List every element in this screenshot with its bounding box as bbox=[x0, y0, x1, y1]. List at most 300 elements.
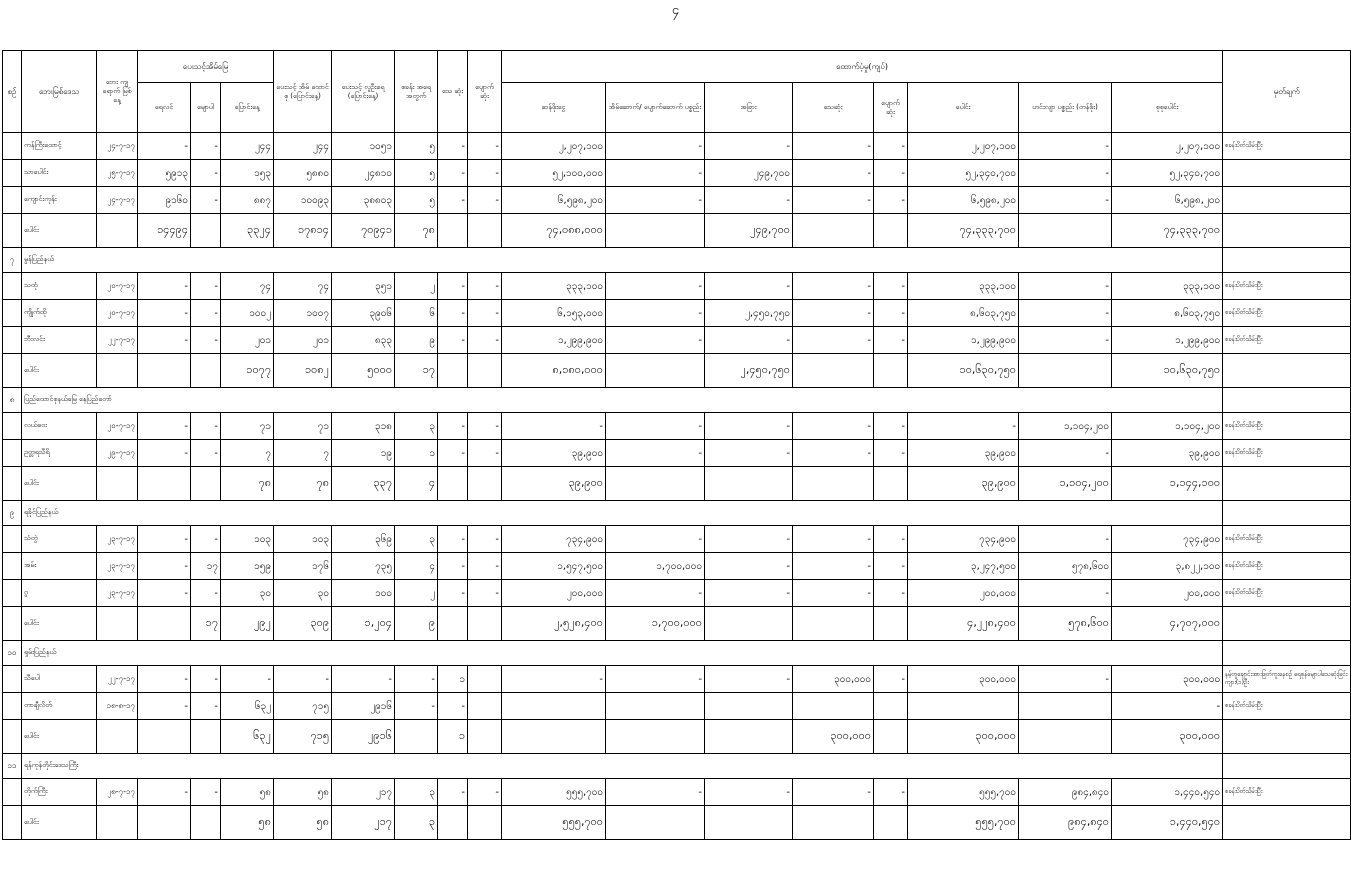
cell-camps: ၉ bbox=[395, 607, 438, 641]
cell-missing: - bbox=[468, 580, 502, 607]
cell-other: - bbox=[705, 440, 793, 467]
cell-households: ၁၀၈၂ bbox=[274, 354, 332, 388]
cell-households: ၁၀၀၉၃ bbox=[274, 187, 332, 214]
table-row bbox=[3, 160, 1351, 187]
cell-sum: ၂၀၀,၀၀၀ bbox=[908, 580, 1019, 607]
section-remark-cell bbox=[1223, 388, 1351, 413]
cell-food: - bbox=[1019, 300, 1112, 327]
header-flood-date: ဘေး ကျ ရောက် မြစ်နေ့ bbox=[97, 51, 138, 133]
header-assist-dead: သေဆုံး bbox=[793, 83, 874, 133]
cell-households: ၃၀၉ bbox=[274, 607, 332, 641]
cell-people: ၃၁၈ bbox=[332, 413, 395, 440]
cell-food bbox=[1019, 214, 1112, 248]
cell-food: - bbox=[1019, 133, 1112, 160]
cell-camps: ၅ bbox=[395, 160, 438, 187]
cell-people: ၃၉၀၆ bbox=[332, 300, 395, 327]
cell-relocated: ၇၈ bbox=[221, 467, 274, 501]
cell-sum: ၁၀,၆၃၀,၇၅၀ bbox=[908, 354, 1019, 388]
header-assist-other: အခြား bbox=[705, 83, 793, 133]
cell-sum: ၅၅၅,၇၀၀ bbox=[908, 806, 1019, 840]
row-index-cell bbox=[3, 607, 22, 641]
flood-date bbox=[97, 720, 138, 754]
cell-food: - bbox=[1019, 327, 1112, 354]
cell-other: - bbox=[705, 273, 793, 300]
cell-relocated: ၅၈ bbox=[221, 779, 274, 806]
cell-dead bbox=[438, 467, 468, 501]
cell-housing: - bbox=[606, 327, 705, 354]
section-title: ရခိုင်ပြည်နယ် bbox=[22, 501, 1223, 526]
cell-flooded: ၁၄၄၉၄ bbox=[138, 214, 191, 248]
cell-households: ၂၄၄ bbox=[274, 133, 332, 160]
header-assist-sum: ပေါင်း bbox=[908, 83, 1019, 133]
cell-food: - bbox=[1019, 526, 1112, 553]
cell-people: ၂၉၁၆ bbox=[332, 693, 395, 720]
cell-rice: ၆,၅၉၈,၂၀၀ bbox=[502, 187, 606, 214]
cell-dead: - bbox=[438, 440, 468, 467]
cell-sum: ၃၃၃,၁၀၀ bbox=[908, 273, 1019, 300]
flood-date: ၂၄-၇-၁၇ bbox=[97, 133, 138, 160]
cell-other: - bbox=[705, 553, 793, 580]
remark: စခန်းပိတ်သိမ်းပြီး bbox=[1223, 273, 1351, 300]
table-row bbox=[3, 300, 1351, 327]
header-assist-rice: ဆန်ဖိုးငွေ bbox=[502, 83, 606, 133]
cell-missing-aid bbox=[874, 467, 908, 501]
cell-rice: ၈,၁၈၀,၀၀၀ bbox=[502, 354, 606, 388]
cell-missing bbox=[468, 806, 502, 840]
cell-missing-aid: - bbox=[874, 580, 908, 607]
table-row bbox=[3, 133, 1351, 160]
cell-flooded: - bbox=[138, 580, 191, 607]
cell-housing: - bbox=[606, 440, 705, 467]
cell-people: - bbox=[332, 666, 395, 693]
cell-relocated: ၇၄ bbox=[221, 273, 274, 300]
cell-people: ၂၄၈၁၀ bbox=[332, 160, 395, 187]
cell-dead: ၁ bbox=[438, 666, 468, 693]
cell-grand-total: ၇၃၄,၉၀၀ bbox=[1112, 526, 1223, 553]
cell-missing: - bbox=[468, 327, 502, 354]
section-index: ၉ bbox=[3, 501, 22, 526]
cell-sum: ၄,၂၂၈,၄၀၀ bbox=[908, 607, 1019, 641]
cell-dead bbox=[438, 214, 468, 248]
cell-people: ၇၀၉၄၁ bbox=[332, 214, 395, 248]
cell-missing: - bbox=[468, 413, 502, 440]
township-name: လယ်ဝေး bbox=[22, 413, 97, 440]
cell-people: ၂၁၇ bbox=[332, 779, 395, 806]
total-label: ပေါင်း bbox=[22, 354, 97, 388]
remark: စခန်းပိတ်သိမ်းပြီး bbox=[1223, 779, 1351, 806]
cell-housing bbox=[606, 720, 705, 754]
cell-rice bbox=[502, 720, 606, 754]
cell-rice: ၂,၂၀၇,၁၀၀ bbox=[502, 133, 606, 160]
cell-flooded bbox=[138, 467, 191, 501]
cell-relocated: ၂၀၁ bbox=[221, 327, 274, 354]
section-row bbox=[3, 388, 1351, 413]
cell-sum: ၅၂,၃၄၀,၇၀၀ bbox=[908, 160, 1019, 187]
section-row bbox=[3, 754, 1351, 779]
cell-people: ၈၃၃ bbox=[332, 327, 395, 354]
cell-rice: ၁,၂၉၉,၉၀၀ bbox=[502, 327, 606, 354]
flood-date: ၂၄-၇-၁၇ bbox=[97, 187, 138, 214]
cell-dead bbox=[438, 354, 468, 388]
cell-other: - bbox=[705, 580, 793, 607]
cell-washed: - bbox=[191, 413, 221, 440]
cell-dead-aid: - bbox=[793, 187, 874, 214]
cell-camps bbox=[395, 720, 438, 754]
header-township: ဘေးမြစ်ဒေသ bbox=[22, 51, 97, 133]
cell-camps: - bbox=[395, 693, 438, 720]
cell-dead: - bbox=[438, 526, 468, 553]
cell-flooded bbox=[138, 806, 191, 840]
cell-other: - bbox=[705, 133, 793, 160]
cell-dead-aid bbox=[793, 806, 874, 840]
total-row bbox=[3, 720, 1351, 754]
remark: စခန်းပိတ်သိမ်းပြီး bbox=[1223, 300, 1351, 327]
township-name: ကျိုက်ထို bbox=[22, 300, 97, 327]
remark bbox=[1223, 806, 1351, 840]
cell-food: ၅၇၈,၆၀၀ bbox=[1019, 553, 1112, 580]
cell-missing bbox=[468, 666, 502, 693]
flood-date: ၁၈-၈-၁၇ bbox=[97, 693, 138, 720]
cell-households: ၇၈ bbox=[274, 467, 332, 501]
cell-relocated: ၂၉၂ bbox=[221, 607, 274, 641]
cell-missing-aid: - bbox=[874, 187, 908, 214]
cell-grand-total: - bbox=[1112, 693, 1223, 720]
remark bbox=[1223, 607, 1351, 641]
cell-flooded: - bbox=[138, 553, 191, 580]
cell-flooded: - bbox=[138, 327, 191, 354]
cell-households: ၂၀၁ bbox=[274, 327, 332, 354]
cell-housing: - bbox=[606, 666, 705, 693]
flood-date bbox=[97, 467, 138, 501]
cell-flooded: - bbox=[138, 693, 191, 720]
cell-housing: - bbox=[606, 187, 705, 214]
cell-other: - bbox=[705, 666, 793, 693]
cell-washed: - bbox=[191, 160, 221, 187]
cell-relocated: ၁၅၉ bbox=[221, 553, 274, 580]
cell-camps: ၃ bbox=[395, 413, 438, 440]
cell-relocated: ၅၈ bbox=[221, 806, 274, 840]
cell-people: ၂၉၁၆ bbox=[332, 720, 395, 754]
cell-food bbox=[1019, 354, 1112, 388]
row-index-cell bbox=[3, 354, 22, 388]
cell-people: ၁,၂၀၄ bbox=[332, 607, 395, 641]
table-row bbox=[3, 666, 1351, 693]
cell-sum: ၃,၂၄၇,၅၀၀ bbox=[908, 553, 1019, 580]
row-index-cell bbox=[3, 779, 22, 806]
cell-grand-total: ၃၃၃,၁၀၀ bbox=[1112, 273, 1223, 300]
section-index: ၇ bbox=[3, 248, 22, 273]
cell-flooded: - bbox=[138, 273, 191, 300]
remark: စခန်းပိတ်သိမ်းပြီး bbox=[1223, 553, 1351, 580]
township-name: ဥတ္တရသီရိ bbox=[22, 440, 97, 467]
header-affected-people: ပေးသင့် လူဦးရေ (ပြောင်းနေ့) bbox=[332, 51, 395, 133]
cell-households: ၇၁ bbox=[274, 413, 332, 440]
cell-washed bbox=[191, 354, 221, 388]
header-damaged-washed: မျောပါ bbox=[191, 83, 221, 133]
cell-food: ၁,၁၀၄,၂၀၀ bbox=[1019, 413, 1112, 440]
cell-dead-aid: ၃၀၀,၀၀၀ bbox=[793, 666, 874, 693]
section-title: ရှမ်းပြည်နယ် bbox=[22, 641, 1223, 666]
cell-housing: - bbox=[606, 779, 705, 806]
cell-camps: - bbox=[395, 666, 438, 693]
remark bbox=[1223, 354, 1351, 388]
cell-dead: - bbox=[438, 580, 468, 607]
cell-dead-aid: ၃၀၀,၀၀၀ bbox=[793, 720, 874, 754]
township-name: သာပေါင်း bbox=[22, 160, 97, 187]
cell-relocated: ၂၄၄ bbox=[221, 133, 274, 160]
cell-other bbox=[705, 720, 793, 754]
total-label: ပေါင်း bbox=[22, 806, 97, 840]
flood-relief-table bbox=[2, 50, 1351, 840]
cell-washed: - bbox=[191, 187, 221, 214]
cell-other: - bbox=[705, 327, 793, 354]
township-name: တိုက်ကြီး bbox=[22, 779, 97, 806]
flood-date bbox=[97, 214, 138, 248]
table-body bbox=[3, 133, 1351, 840]
cell-dead-aid bbox=[793, 607, 874, 641]
cell-sum: ၇၃၄,၉၀၀ bbox=[908, 526, 1019, 553]
cell-washed: - bbox=[191, 666, 221, 693]
cell-relocated: ၆၃၂ bbox=[221, 693, 274, 720]
cell-households: ၁၇၆ bbox=[274, 553, 332, 580]
row-index-cell bbox=[3, 300, 22, 327]
cell-grand-total: ၃,၈၂၂,၁၀၀ bbox=[1112, 553, 1223, 580]
township-name: တာချီလိတ် bbox=[22, 693, 97, 720]
cell-washed: - bbox=[191, 327, 221, 354]
header-camps: စခန်း အရေ အတွက် bbox=[395, 51, 438, 133]
cell-households: ၅၈ bbox=[274, 806, 332, 840]
cell-camps: ၁၇ bbox=[395, 354, 438, 388]
cell-food: - bbox=[1019, 440, 1112, 467]
remark bbox=[1223, 720, 1351, 754]
total-row bbox=[3, 354, 1351, 388]
cell-grand-total: ၈,၆၀၃,၇၅၀ bbox=[1112, 300, 1223, 327]
cell-relocated: ၃၀ bbox=[221, 580, 274, 607]
cell-washed: - bbox=[191, 526, 221, 553]
section-row bbox=[3, 248, 1351, 273]
remark bbox=[1223, 160, 1351, 187]
cell-sum: - bbox=[908, 413, 1019, 440]
cell-missing-aid: - bbox=[874, 666, 908, 693]
cell-dead-aid bbox=[793, 467, 874, 501]
cell-dead-aid: - bbox=[793, 413, 874, 440]
cell-rice: ၇၃၄,၉၀၀ bbox=[502, 526, 606, 553]
cell-people: ၃၅၁ bbox=[332, 273, 395, 300]
cell-camps: ၃ bbox=[395, 806, 438, 840]
remark: စခန်းပိတ်သိမ်းပြီး bbox=[1223, 580, 1351, 607]
cell-households: ၁၀၀၇ bbox=[274, 300, 332, 327]
cell-washed: ၁၇ bbox=[191, 553, 221, 580]
cell-missing: - bbox=[468, 553, 502, 580]
cell-missing-aid bbox=[874, 693, 908, 720]
table-row bbox=[3, 779, 1351, 806]
cell-dead-aid: - bbox=[793, 300, 874, 327]
header-assist-food: ဟင်းလျာ ပစ္စည်း (တန်ဖိုး) bbox=[1019, 83, 1112, 133]
row-index-cell bbox=[3, 806, 22, 840]
cell-housing: ၁,၇၀၀,၀၀၀ bbox=[606, 553, 705, 580]
header-assist-missing: ပျောက် ဆုံး bbox=[874, 83, 908, 133]
cell-relocated: - bbox=[221, 666, 274, 693]
row-index-cell bbox=[3, 327, 22, 354]
cell-missing-aid: - bbox=[874, 413, 908, 440]
section-index: ၁၁ bbox=[3, 754, 22, 779]
cell-missing-aid: - bbox=[874, 440, 908, 467]
table-row bbox=[3, 273, 1351, 300]
cell-people: ၁၉ bbox=[332, 440, 395, 467]
cell-other: - bbox=[705, 413, 793, 440]
cell-housing: ၁,၇၀၀,၀၀၀ bbox=[606, 607, 705, 641]
remark: စခန်းပိတ်သိမ်းပြီး bbox=[1223, 133, 1351, 160]
flood-date: ၂၂-၇-၁၇ bbox=[97, 666, 138, 693]
cell-camps: ၆ bbox=[395, 300, 438, 327]
township-name: ကျောင်းကုန်း bbox=[22, 187, 97, 214]
row-index-cell bbox=[3, 187, 22, 214]
cell-flooded bbox=[138, 354, 191, 388]
remark: စခန်းပိတ်သိမ်းပြီး bbox=[1223, 413, 1351, 440]
section-remark-cell bbox=[1223, 754, 1351, 779]
cell-food: - bbox=[1019, 666, 1112, 693]
cell-other bbox=[705, 467, 793, 501]
cell-other: ၂,၄၅၀,၇၅၀ bbox=[705, 300, 793, 327]
cell-rice: ၁,၅၄၇,၅၀၀ bbox=[502, 553, 606, 580]
total-row bbox=[3, 467, 1351, 501]
remark bbox=[1223, 187, 1351, 214]
cell-relocated: ၈၈၇ bbox=[221, 187, 274, 214]
flood-date: ၂၃-၇-၁၇ bbox=[97, 553, 138, 580]
cell-missing bbox=[468, 467, 502, 501]
cell-people: ၃၈၈၀၃ bbox=[332, 187, 395, 214]
header-missing: ပျောက် ဆုံး bbox=[468, 51, 502, 133]
row-index-cell bbox=[3, 440, 22, 467]
row-index-cell bbox=[3, 214, 22, 248]
cell-housing bbox=[606, 693, 705, 720]
cell-dead bbox=[438, 607, 468, 641]
cell-other bbox=[705, 693, 793, 720]
flood-date bbox=[97, 354, 138, 388]
cell-sum bbox=[908, 693, 1019, 720]
cell-washed: ၁၇ bbox=[191, 607, 221, 641]
remark: စခန်းပိတ်သိမ်းပြီး bbox=[1223, 327, 1351, 354]
cell-sum: ၂,၂၀၇,၁၀၀ bbox=[908, 133, 1019, 160]
flood-date bbox=[97, 607, 138, 641]
table-row bbox=[3, 526, 1351, 553]
cell-people: ၂၁၇ bbox=[332, 806, 395, 840]
cell-camps: ၄ bbox=[395, 467, 438, 501]
township-name: သထုံ bbox=[22, 273, 97, 300]
cell-housing: - bbox=[606, 273, 705, 300]
remark: စခန်းပိတ်သိမ်းပြီး bbox=[1223, 526, 1351, 553]
cell-flooded bbox=[138, 607, 191, 641]
cell-dead: - bbox=[438, 693, 468, 720]
cell-rice: ၅၂,၁၀၀,၀၀၀ bbox=[502, 160, 606, 187]
remark: စခန်းပိတ်သိမ်းပြီး bbox=[1223, 440, 1351, 467]
section-index: ၁၀ bbox=[3, 641, 22, 666]
cell-flooded: - bbox=[138, 133, 191, 160]
cell-camps: ၃ bbox=[395, 779, 438, 806]
cell-sum: ၆,၅၉၈,၂၀၀ bbox=[908, 187, 1019, 214]
section-title: ပြည်ထောင်စုနယ်မြေ နေပြည်တော် bbox=[22, 388, 1223, 413]
cell-grand-total: ၆,၅၉၈,၂၀၀ bbox=[1112, 187, 1223, 214]
row-index-cell bbox=[3, 413, 22, 440]
cell-other: ၂၄၉,၇၀၀ bbox=[705, 160, 793, 187]
header-dead: သေ ဆုံး bbox=[438, 51, 468, 133]
cell-people: ၇၃၅ bbox=[332, 553, 395, 580]
row-index-cell bbox=[3, 553, 22, 580]
cell-missing: - bbox=[468, 160, 502, 187]
cell-missing-aid: - bbox=[874, 133, 908, 160]
cell-rice bbox=[502, 693, 606, 720]
cell-housing: - bbox=[606, 526, 705, 553]
cell-flooded: - bbox=[138, 666, 191, 693]
cell-other bbox=[705, 607, 793, 641]
cell-washed bbox=[191, 214, 221, 248]
row-index-cell bbox=[3, 720, 22, 754]
header-assist-group: ထောက်ပံ့မှု(ကျပ်) bbox=[502, 51, 1223, 83]
cell-sum: ၅၅၅,၇၀၀ bbox=[908, 779, 1019, 806]
cell-dead-aid: - bbox=[793, 327, 874, 354]
cell-people: ၃၆၉ bbox=[332, 526, 395, 553]
cell-missing-aid: - bbox=[874, 553, 908, 580]
flood-date: ၂၀-၇-၁၇ bbox=[97, 413, 138, 440]
cell-grand-total: ၁,၄၄၀,၅၄၀ bbox=[1112, 779, 1223, 806]
row-index-cell bbox=[3, 160, 22, 187]
row-index-cell bbox=[3, 693, 22, 720]
table-row bbox=[3, 327, 1351, 354]
remark bbox=[1223, 214, 1351, 248]
cell-grand-total: ၄,၇၀၇,၀၀၀ bbox=[1112, 607, 1223, 641]
section-row bbox=[3, 501, 1351, 526]
cell-missing-aid: - bbox=[874, 526, 908, 553]
cell-dead-aid: - bbox=[793, 160, 874, 187]
cell-flooded: - bbox=[138, 413, 191, 440]
cell-dead-aid bbox=[793, 693, 874, 720]
cell-sum: ၃၀၀,၀၀၀ bbox=[908, 720, 1019, 754]
cell-relocated: ၃၃၂၄ bbox=[221, 214, 274, 248]
page-number: ၄ bbox=[671, 3, 680, 18]
header-assist-housing: အိမ်ဆောက်/ ပျောက်ဆောက် ပစ္စည်း bbox=[606, 83, 705, 133]
cell-other: - bbox=[705, 779, 793, 806]
cell-missing: - bbox=[468, 526, 502, 553]
cell-housing: - bbox=[606, 300, 705, 327]
cell-missing-aid bbox=[874, 607, 908, 641]
cell-missing: - bbox=[468, 187, 502, 214]
cell-other: - bbox=[705, 526, 793, 553]
cell-missing-aid: - bbox=[874, 300, 908, 327]
cell-missing bbox=[468, 720, 502, 754]
cell-food: ၉၈၄,၈၄၀ bbox=[1019, 779, 1112, 806]
cell-rice: ၇၄,၀၈၈,၀၀၀ bbox=[502, 214, 606, 248]
flood-date: ၂၃-၇-၁၇ bbox=[97, 526, 138, 553]
cell-flooded: - bbox=[138, 526, 191, 553]
flood-date: ၂၈-၇-၁၇ bbox=[97, 779, 138, 806]
header-damaged-relocated: ပြောင်းနေ့ bbox=[221, 83, 274, 133]
flood-date: ၂၀-၇-၁၇ bbox=[97, 273, 138, 300]
section-remark-cell bbox=[1223, 641, 1351, 666]
cell-sum: ၈,၆၀၃,၇၅၀ bbox=[908, 300, 1019, 327]
cell-flooded: ၅၉၁၃ bbox=[138, 160, 191, 187]
cell-missing-aid: - bbox=[874, 779, 908, 806]
cell-dead: - bbox=[438, 133, 468, 160]
cell-dead: - bbox=[438, 273, 468, 300]
total-label: ပေါင်း bbox=[22, 607, 97, 641]
total-label: ပေါင်း bbox=[22, 214, 97, 248]
cell-households: ၃၀ bbox=[274, 580, 332, 607]
total-label: ပေါင်း bbox=[22, 720, 97, 754]
cell-food: ၁,၁၀၄,၂၀၀ bbox=[1019, 467, 1112, 501]
table-row bbox=[3, 553, 1351, 580]
cell-dead: - bbox=[438, 779, 468, 806]
cell-relocated: ၇ bbox=[221, 440, 274, 467]
